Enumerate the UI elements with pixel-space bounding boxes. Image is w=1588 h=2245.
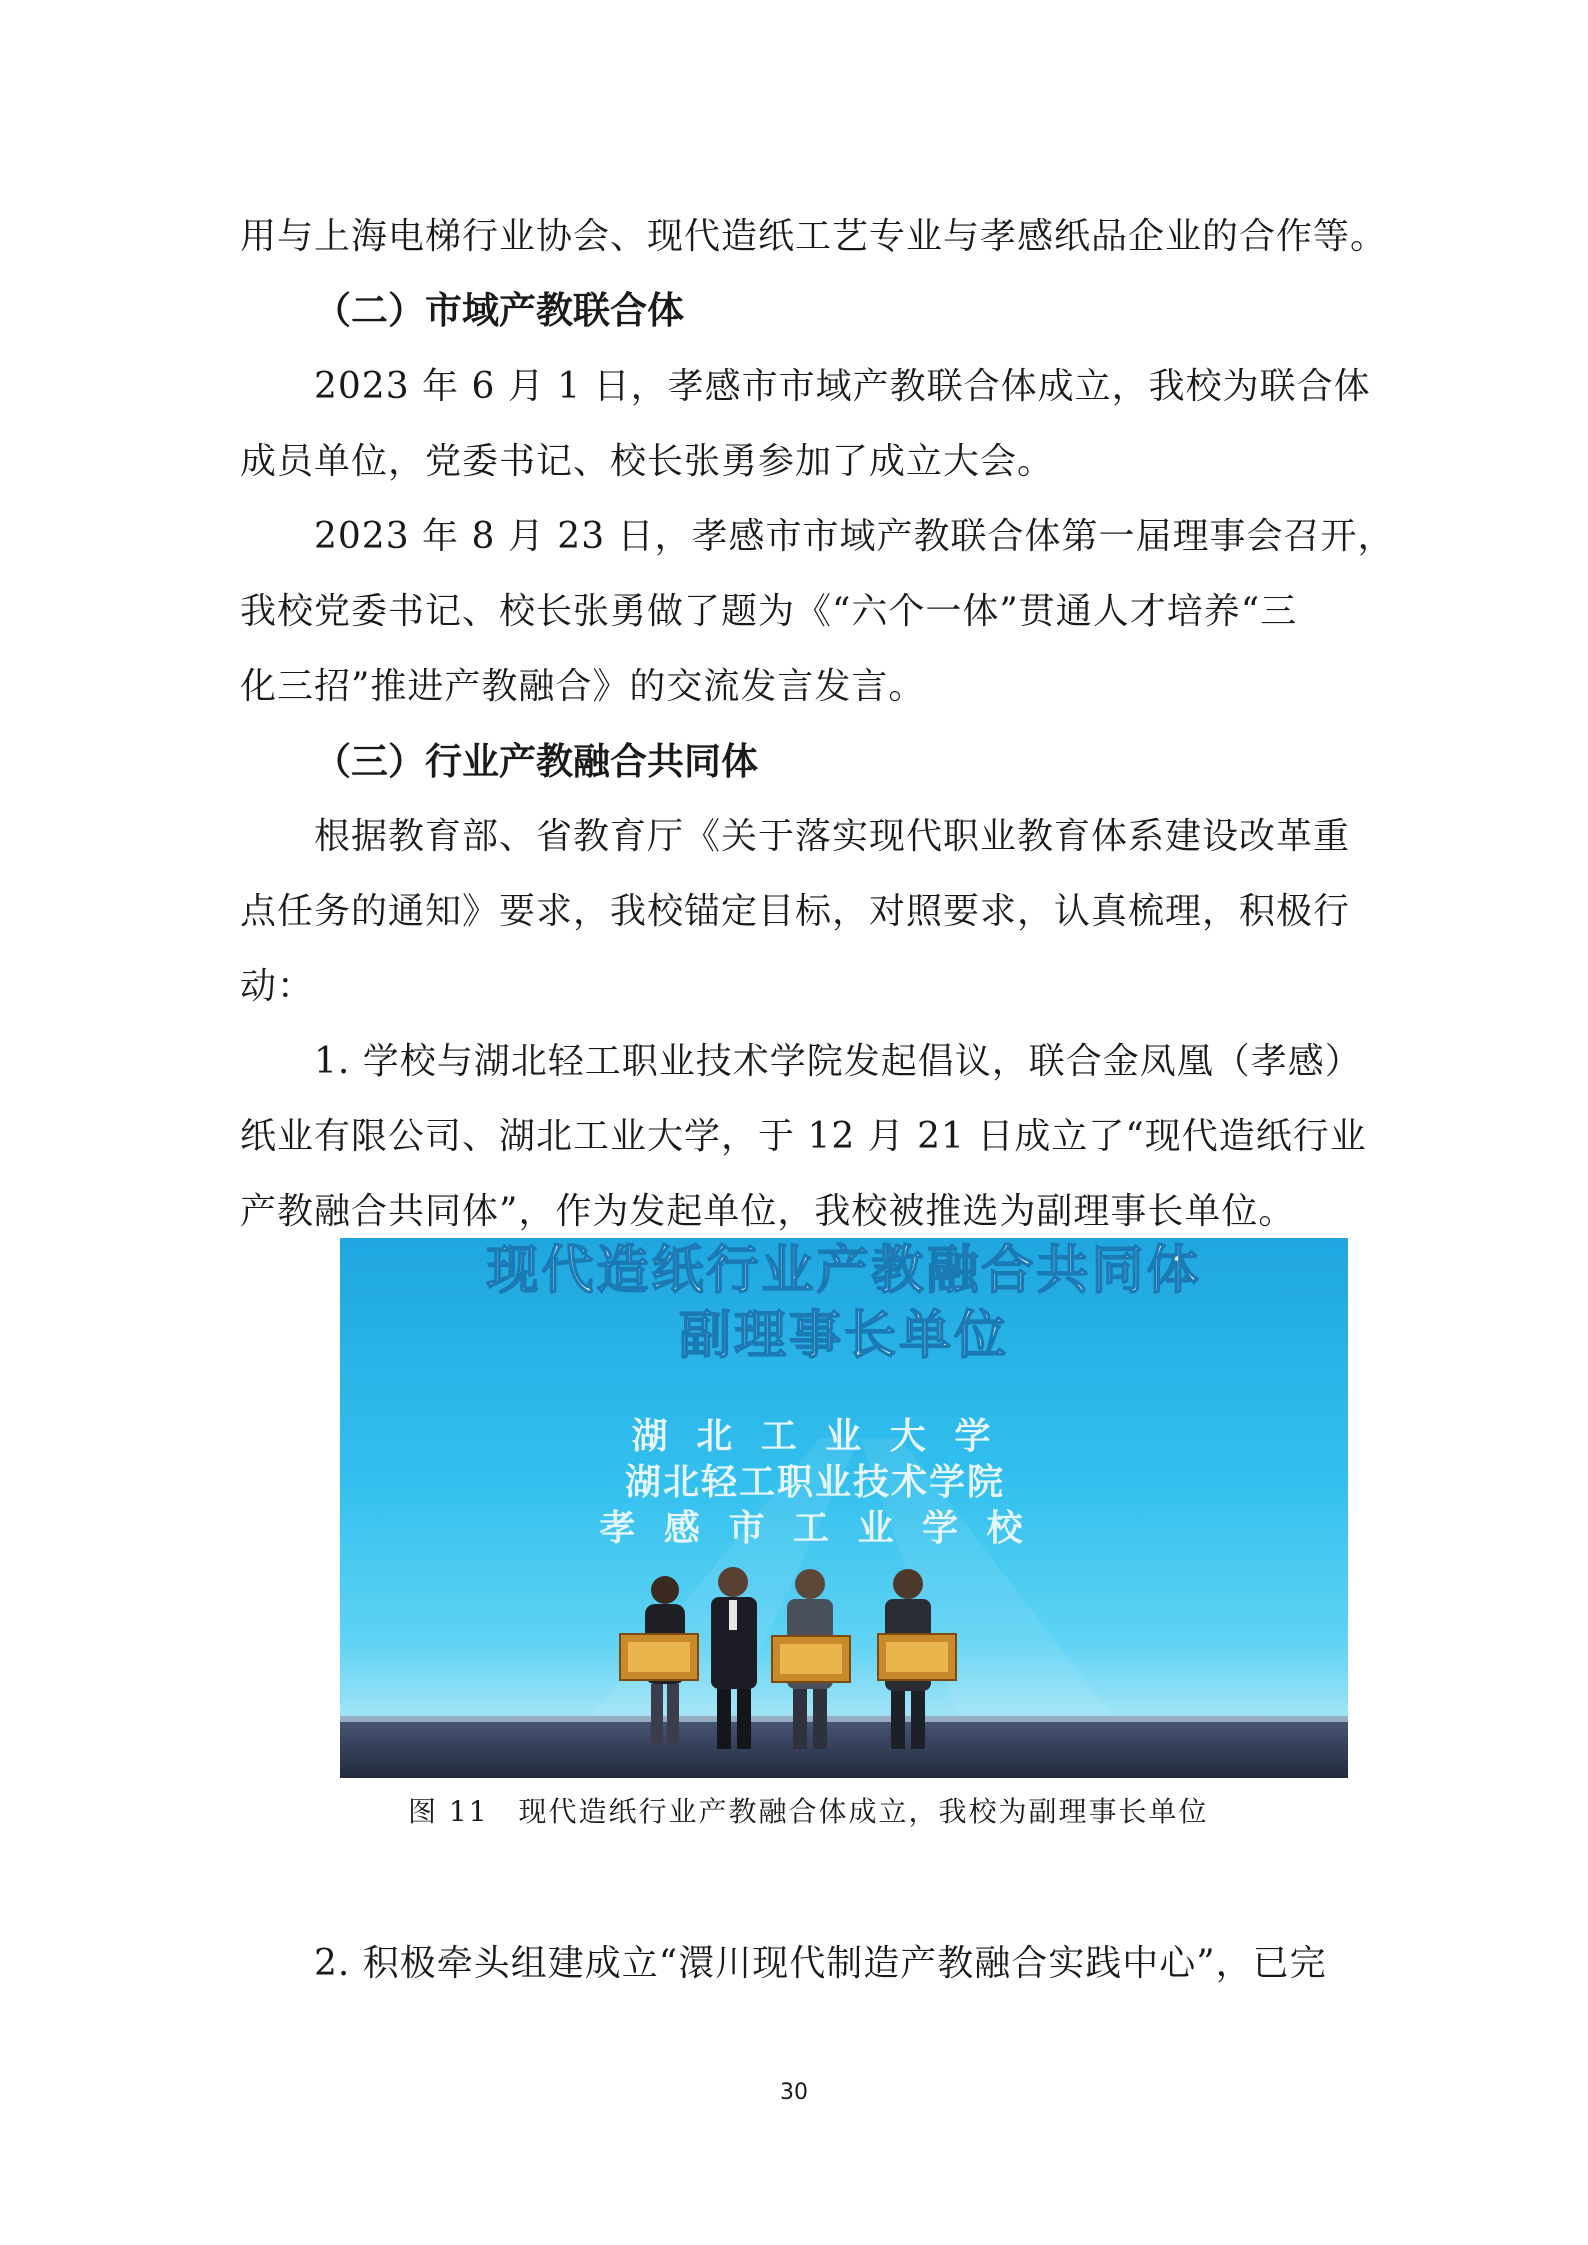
photo-org-2: 湖北轻工职业技术学院 <box>624 1461 1006 1503</box>
photo-org-1: 湖 北 工 业 大 学 <box>631 1415 999 1457</box>
plaque-2 <box>772 1636 850 1682</box>
paragraph-line: 用与上海电梯行业协会、现代造纸工艺专业与孝感纸品企业的合作等。 <box>240 216 1388 257</box>
paragraph-line: 化三招”推进产教融合》的交流发言发言。 <box>240 666 926 707</box>
paragraph-line: 产教融合共同体”，作为发起单位，我校被推选为副理事长单位。 <box>240 1191 1296 1232</box>
paragraph-line: 点任务的通知》要求，我校锚定目标，对照要求，认真梳理，积极行 <box>240 891 1351 932</box>
plaque-3 <box>878 1634 956 1680</box>
paragraph-line: 2023 年 6 月 1 日，孝感市市域产教联合体成立，我校为联合体 <box>314 366 1371 407</box>
section-heading-2: （二）市域产教联合体 <box>314 289 684 332</box>
photo-illustration <box>340 1238 1348 1778</box>
photo-title-1: 现代造纸行业产教融合共同体 <box>486 1240 1202 1301</box>
paragraph-line: 成员单位，党委书记、校长张勇参加了成立大会。 <box>240 441 1055 482</box>
section-heading-3: （三）行业产教融合共同体 <box>314 740 758 783</box>
paragraph-line: 1. 学校与湖北轻工职业技术学院发起倡议，联合金凤凰（孝感） <box>314 1041 1362 1082</box>
paragraph-line: 根据教育部、省教育厅《关于落实现代职业教育体系建设改革重 <box>314 816 1351 857</box>
figure-caption: 图 11 现代造纸行业产教融合体成立，我校为副理事长单位 <box>408 1795 1209 1828</box>
paragraph-line: 我校党委书记、校长张勇做了题为《“六个一体”贯通人才培养“三 <box>240 591 1298 632</box>
paragraph-line: 2. 积极牵头组建成立“澴川现代制造产教融合实践中心”，已完 <box>314 1943 1327 1984</box>
paragraph-line: 纸业有限公司、湖北工业大学，于 12 月 21 日成立了“现代造纸行业 <box>240 1116 1367 1157</box>
ceremony-photo <box>340 1238 1348 1778</box>
plaque-1 <box>620 1634 698 1680</box>
photo-title-2: 副理事长单位 <box>678 1305 1010 1366</box>
paragraph-line: 2023 年 8 月 23 日，孝感市市域产教联合体第一届理事会召开， <box>314 516 1395 557</box>
page-number: 30 <box>780 2080 808 2105</box>
photo-org-3: 孝 感 市 工 业 学 校 <box>599 1507 1031 1549</box>
paragraph-line: 动： <box>240 966 315 1007</box>
